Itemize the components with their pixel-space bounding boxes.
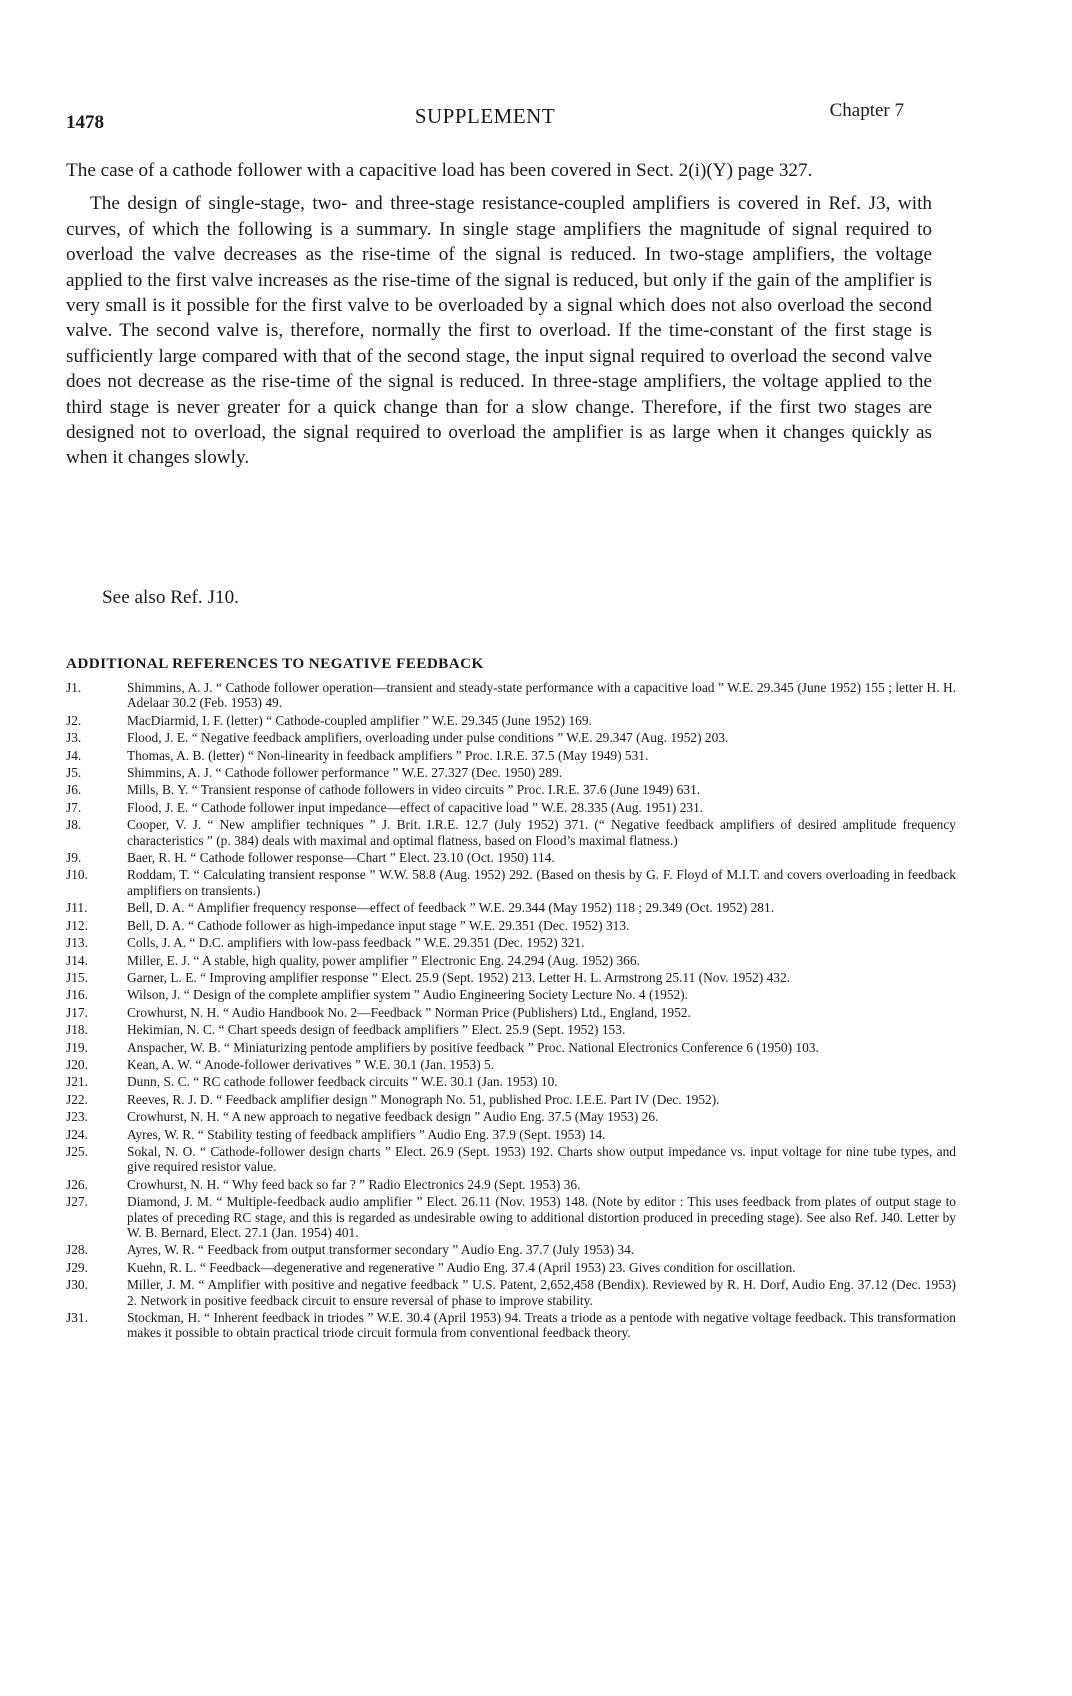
reference-text: Shimmins, A. J. “ Cathode follower performance ” W.E. 27.327 (Dec. 1950) 289. bbox=[127, 765, 563, 781]
reference-item bbox=[66, 1144, 956, 1175]
reference-item bbox=[66, 1057, 956, 1072]
reference-item bbox=[66, 1022, 956, 1037]
page-header bbox=[66, 100, 904, 134]
reference-id: J6. bbox=[66, 782, 82, 798]
reference-id: J23. bbox=[66, 1109, 88, 1125]
reference-item bbox=[66, 782, 956, 797]
reference-id: J14. bbox=[66, 952, 88, 968]
reference-text: Miller, E. J. “ A stable, high quality, power amplifier ” Electronic Eng. 24.294 (Aug. 1952) 366. bbox=[127, 952, 640, 968]
reference-item bbox=[66, 748, 956, 763]
reference-item bbox=[66, 918, 956, 933]
page-number: 1478 bbox=[66, 112, 104, 133]
reference-id: J20. bbox=[66, 1056, 88, 1072]
reference-text: MacDiarmid, I. F. (letter) “ Cathode-coupled amplifier ” W.E. 29.345 (June 1952) 169. bbox=[127, 712, 592, 728]
reference-text: Bell, D. A. “ Cathode follower as high-impedance input stage ” W.E. 29.351 (Dec. 1952) 313. bbox=[127, 917, 630, 933]
reference-text: Ayres, W. R. “ Feedback from output transformer secondary ” Audio Eng. 37.7 (July 1953) 34. bbox=[127, 1242, 635, 1258]
reference-text: Baer, R. H. “ Cathode follower response—Chart ” Elect. 23.10 (Oct. 1950) 114. bbox=[127, 850, 555, 866]
reference-id: J16. bbox=[66, 987, 88, 1003]
reference-text: Ayres, W. R. “ Stability testing of feedback amplifiers ” Audio Eng. 37.9 (Sept. 1953) 14. bbox=[127, 1126, 606, 1142]
reference-item bbox=[66, 867, 956, 898]
reference-item bbox=[66, 1177, 956, 1192]
reference-item bbox=[66, 800, 956, 815]
reference-text: Crowhurst, N. H. “ Audio Handbook No. 2—Feedback ” Norman Price (Publishers) Ltd., England, 1952. bbox=[127, 1004, 691, 1020]
reference-id: J26. bbox=[66, 1176, 88, 1192]
reference-id: J12. bbox=[66, 917, 88, 933]
reference-item bbox=[66, 970, 956, 985]
reference-id: J1. bbox=[66, 680, 82, 695]
reference-text: Diamond, J. M. “ Multiple-feedback audio amplifier ” Elect. 26.11 (Nov. 1953) 148. (Note by editor : This uses feedback from plates of output stage to plates of preceding RC stage, and this is regarded as undesirable owing to additional distortion produced in preceding stage). See also Ref. J40. Letter by W. B. Bernard, Elect. 27.1 (Jan. 1954) 401. bbox=[127, 1194, 956, 1240]
reference-id: J4. bbox=[66, 747, 82, 763]
reference-text: Roddam, T. “ Calculating transient response ” W.W. 58.8 (Aug. 1952) 292. (Based on thesis by G. F. Floyd of M.I.T. and covers overloading in feedback amplifiers on transients.) bbox=[127, 867, 956, 898]
reference-text: Flood, J. E. “ Cathode follower input impedance—effect of capacitive load ” W.E. 28.335 (Aug. 1951) 231. bbox=[127, 799, 704, 815]
reference-text: Kean, A. W. “ Anode-follower derivatives ” W.E. 30.1 (Jan. 1953) 5. bbox=[127, 1056, 495, 1072]
reference-id: J15. bbox=[66, 969, 88, 985]
reference-text: Garner, L. E. “ Improving amplifier response ” Elect. 25.9 (Sept. 1952) 213. Letter H. L. Armstrong 25.11 (Nov. 1952) 432. bbox=[127, 969, 791, 985]
reference-id: J7. bbox=[66, 799, 82, 815]
reference-item bbox=[66, 730, 956, 745]
reference-id: J18. bbox=[66, 1022, 88, 1038]
reference-id: J8. bbox=[66, 817, 82, 833]
reference-text: Sokal, N. O. “ Cathode-follower design charts ” Elect. 26.9 (Sept. 1953) 192. Charts show output impedance vs. input voltage for nine tube types, and give required resistor value. bbox=[127, 1143, 956, 1175]
reference-item bbox=[66, 765, 956, 780]
reference-text: Reeves, R. J. D. “ Feedback amplifier design ” Monograph No. 51, published Proc. I.E.E. Part IV (Dec. 1952). bbox=[127, 1091, 720, 1107]
reference-item bbox=[66, 713, 956, 728]
reference-text: Cooper, V. J. “ New amplifier techniques ” J. Brit. I.R.E. 12.7 (July 1952) 371. (“ Negative feedback amplifiers of desired amplitude frequency characteristics ” (p. 384) deals with maximal and optimal flatness, based on Flood’s maximal flatness.) bbox=[127, 817, 956, 848]
reference-id: J13. bbox=[66, 935, 88, 951]
reference-item bbox=[66, 987, 956, 1002]
reference-text: Colls, J. A. “ D.C. amplifiers with low-pass feedback ” W.E. 29.351 (Dec. 1952) 321. bbox=[127, 935, 585, 951]
body-text bbox=[66, 158, 932, 471]
reference-id: J11. bbox=[66, 900, 88, 916]
reference-id: J29. bbox=[66, 1259, 88, 1275]
reference-item bbox=[66, 1310, 956, 1341]
reference-item bbox=[66, 680, 956, 711]
reference-item bbox=[66, 1277, 956, 1308]
reference-item bbox=[66, 953, 956, 968]
reference-text: Anspacher, W. B. “ Miniaturizing pentode amplifiers by positive feedback ” Proc. National Electronics Conference 6 (1950) 103. bbox=[127, 1039, 819, 1055]
reference-text: Wilson, J. “ Design of the complete amplifier system ” Audio Engineering Society Lecture No. 4 (1952). bbox=[127, 987, 688, 1003]
reference-id: J2. bbox=[66, 712, 82, 728]
reference-item bbox=[66, 1040, 956, 1055]
reference-id: J17. bbox=[66, 1004, 88, 1020]
reference-item bbox=[66, 1074, 956, 1089]
running-title: SUPPLEMENT bbox=[414, 104, 556, 128]
reference-item bbox=[66, 1242, 956, 1257]
reference-item bbox=[66, 1127, 956, 1142]
reference-item bbox=[66, 1092, 956, 1107]
reference-text: Stockman, H. “ Inherent feedback in triodes ” W.E. 30.4 (April 1953) 94. Treats a triode as a pentode with negative voltage feedback. This transformation makes it possible to obtain practical triode circuit formula from conventional feedback theory. bbox=[127, 1310, 956, 1341]
references-heading: ADDITIONAL REFERENCES TO NEGATIVE FEEDBACK bbox=[66, 655, 484, 672]
reference-id: J9. bbox=[66, 850, 82, 866]
reference-id: J21. bbox=[66, 1074, 88, 1090]
reference-item bbox=[66, 1194, 956, 1240]
reference-id: J30. bbox=[66, 1277, 88, 1293]
reference-item bbox=[66, 1260, 956, 1275]
paragraph: The design of single-stage, two- and three-stage resistance-coupled amplifiers is covered in Ref. J3, with curves, of which the following is a summary. In single stage amplifiers the magnitude of signal required to overload the valve decreases as the rise-time of the signal is reduced. In two-stage amplifiers, the voltage applied to the first valve increases as the rise-time of the signal is reduced, but only if the gain of the amplifier is very small is it possible for the first valve to be overloaded by a signal which does not also overload the second valve. The second valve is, therefore, normally the first to overload. If the time-constant of the first stage is sufficiently large compared with that of the second stage, the input signal required to overload the second valve does not decrease as the rise-time of the signal is reduced. In three-stage amplifiers, the voltage applied to the third stage is never greater for a quick change than for a slow change. Therefore, if the first two stages are designed not to overload, the signal required to overload the amplifier is as large when it changes quickly as when it changes slowly. bbox=[66, 193, 932, 469]
reference-text: Dunn, S. C. “ RC cathode follower feedback circuits ” W.E. 30.1 (Jan. 1953) 10. bbox=[127, 1074, 558, 1090]
reference-text: Crowhurst, N. H. “ A new approach to negative feedback design ” Audio Eng. 37.5 (May 1953) 26. bbox=[127, 1109, 659, 1125]
reference-text: Flood, J. E. “ Negative feedback amplifiers, overloading under pulse conditions ” W.E. 29.347 (Aug. 1952) 203. bbox=[127, 730, 729, 746]
reference-id: J10. bbox=[66, 867, 88, 883]
reference-item bbox=[66, 900, 956, 915]
reference-id: J22. bbox=[66, 1091, 88, 1107]
reference-id: J27. bbox=[66, 1194, 88, 1210]
reference-text: Crowhurst, N. H. “ Why feed back so far ? ” Radio Electronics 24.9 (Sept. 1953) 36. bbox=[127, 1176, 581, 1192]
reference-text: Bell, D. A. “ Amplifier frequency response—effect of feedback ” W.E. 29.344 (May 1952) 118 ; 29.349 (Oct. 1952) 281. bbox=[127, 900, 775, 916]
reference-text: Shimmins, A. J. “ Cathode follower operation—transient and steady-state performance with a capacitive load ” W.E. 29.345 (June 1952) 155 ; letter H. H. Adelaar 30.2 (Feb. 1953) 49. bbox=[127, 680, 956, 711]
see-also-note: See also Ref. J10. bbox=[102, 587, 239, 608]
reference-item bbox=[66, 1109, 956, 1124]
reference-item bbox=[66, 817, 956, 848]
reference-id: J25. bbox=[66, 1143, 88, 1159]
chapter-label: Chapter 7 bbox=[829, 100, 904, 121]
reference-item bbox=[66, 935, 956, 950]
reference-id: J19. bbox=[66, 1039, 88, 1055]
reference-text: Thomas, A. B. (letter) “ Non-linearity in feedback amplifiers ” Proc. I.R.E. 37.5 (May 1949) 531. bbox=[127, 747, 649, 763]
references-list bbox=[66, 678, 956, 1341]
reference-id: J31. bbox=[66, 1310, 88, 1326]
reference-id: J3. bbox=[66, 730, 82, 746]
reference-text: Miller, J. M. “ Amplifier with positive and negative feedback ” U.S. Patent, 2,652,458 (Bendix). Reviewed by R. H. Dorf, Audio Eng. 37.12 (Dec. 1953) 2. Network in positive feedback circuit to ensure reversal of phase to improve stability. bbox=[127, 1277, 956, 1308]
reference-id: J5. bbox=[66, 765, 82, 781]
paragraph: The case of a cathode follower with a capacitive load has been covered in Sect. 2(i)(Y) page 327. bbox=[66, 160, 813, 181]
reference-text: Kuehn, R. L. “ Feedback—degenerative and regenerative ” Audio Eng. 37.4 (April 1953) 23. Gives condition for oscillation. bbox=[127, 1259, 796, 1275]
reference-text: Mills, B. Y. “ Transient response of cathode followers in video circuits ” Proc. I.R.E. 37.6 (June 1949) 631. bbox=[127, 782, 701, 798]
reference-text: Hekimian, N. C. “ Chart speeds design of feedback amplifiers ” Elect. 25.9 (Sept. 1952) 153. bbox=[127, 1022, 626, 1038]
reference-id: J28. bbox=[66, 1242, 88, 1258]
reference-item bbox=[66, 850, 956, 865]
reference-item bbox=[66, 1005, 956, 1020]
reference-id: J24. bbox=[66, 1126, 88, 1142]
